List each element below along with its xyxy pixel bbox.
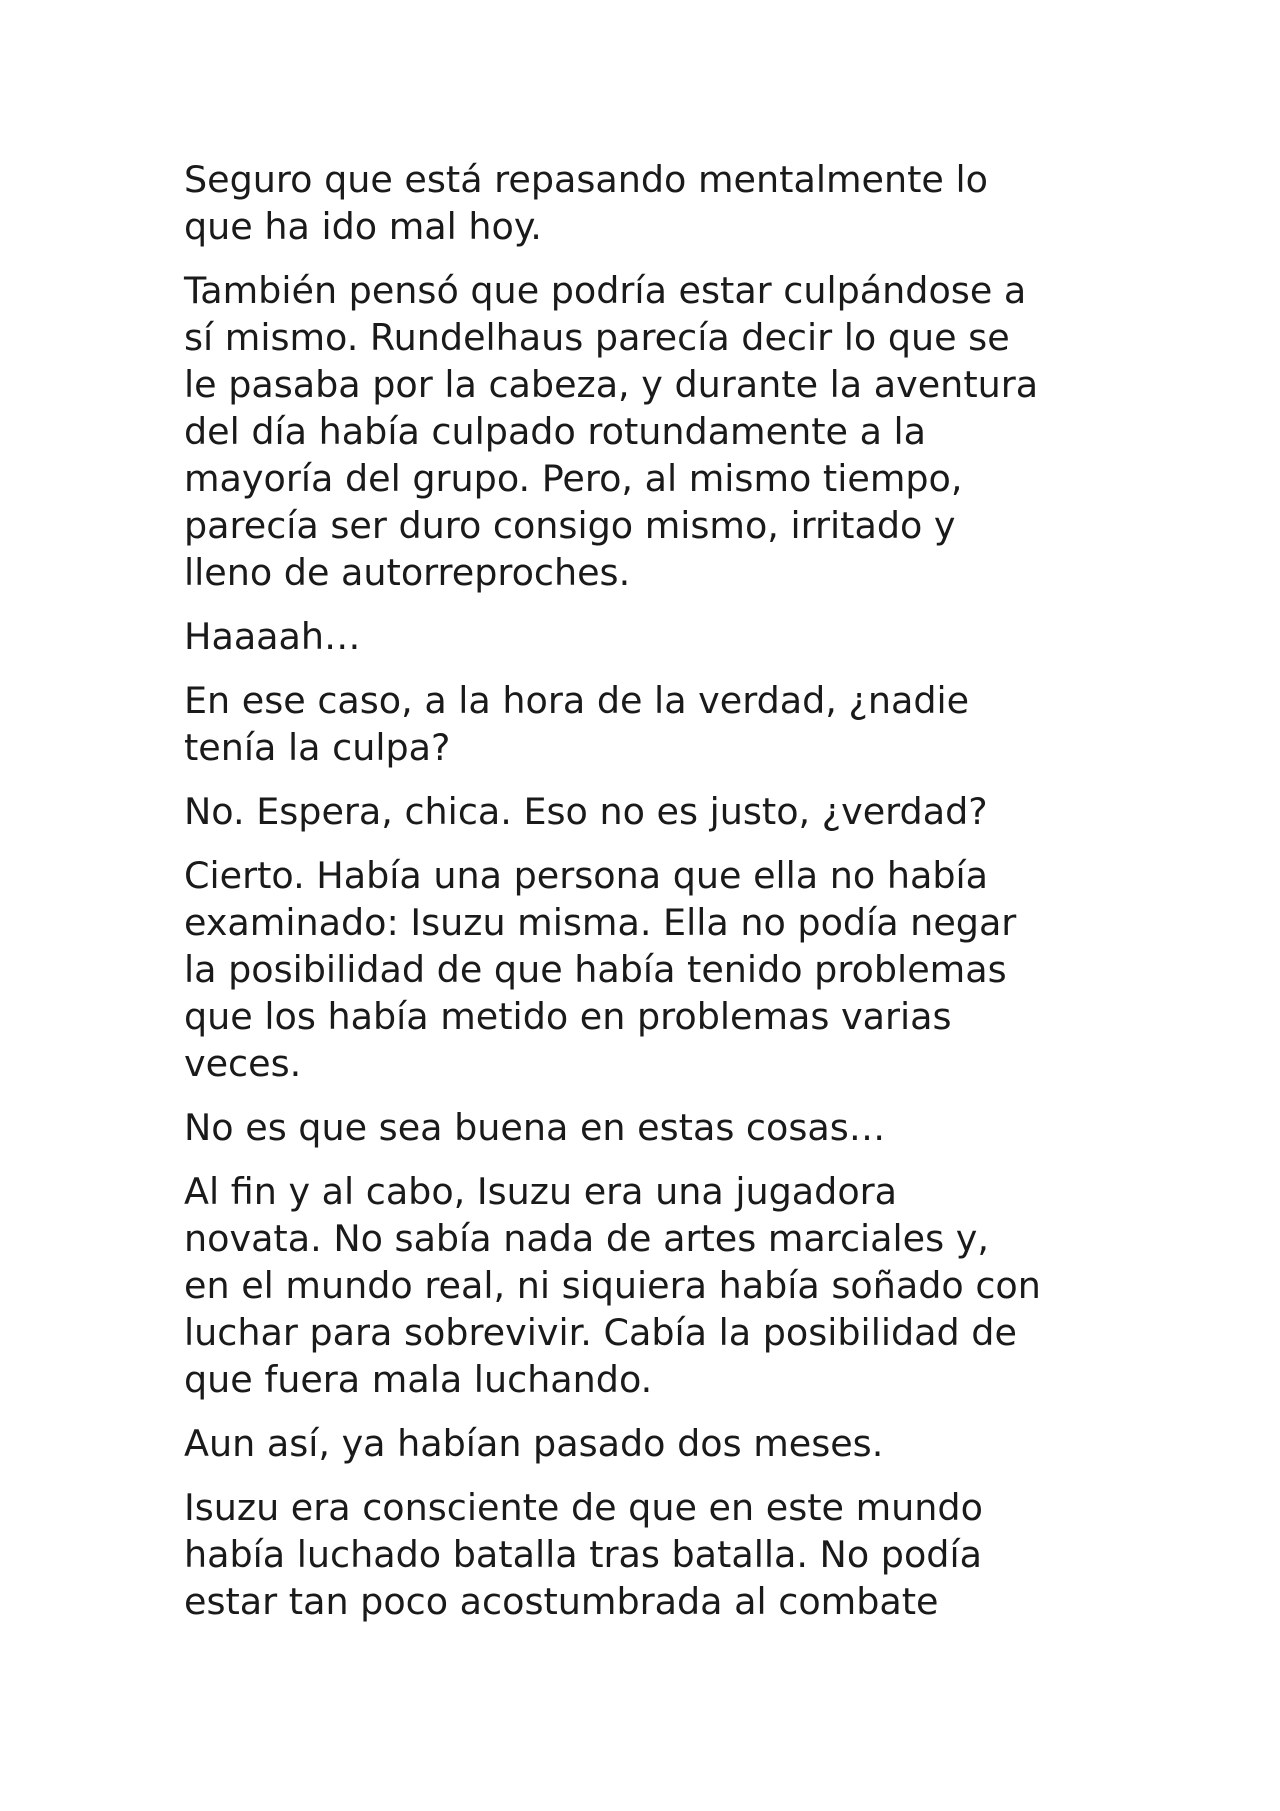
text-line: la posibilidad de que había tenido problemas [184,948,1007,991]
paragraph-10 [184,1484,1114,1625]
text-line: parecía ser duro consigo mismo, irritado y [184,504,956,547]
text-line: le pasaba por la cabeza, y durante la aventura [184,363,1039,406]
text-line: del día había culpado rotundamente a la [184,410,927,453]
text-line: sí mismo. Rundelhaus parecía decir lo que se [184,316,1010,359]
paragraph-2 [184,267,1114,596]
text-line: veces. [184,1042,302,1085]
text-line: Al fin y al cabo, Isuzu era una jugadora [184,1170,898,1213]
text-line: Isuzu era consciente de que en este mundo [184,1486,983,1529]
text-line: También pensó que podría estar culpándose a [184,269,1027,312]
text-line: mayoría del grupo. Pero, al mismo tiempo, [184,457,963,500]
paragraph-7 [184,1104,1114,1151]
text-line: No. Espera, chica. Eso no es justo, ¿verdad? [184,790,988,833]
text-line: que ha ido mal hoy. [184,205,542,248]
paragraph-5 [184,788,1114,835]
paragraph-6 [184,852,1114,1087]
paragraph-4 [184,677,1114,771]
paragraph-9 [184,1420,1114,1467]
text-line: en el mundo real, ni siquiera había soñado con [184,1264,1041,1307]
text-line: que fuera mala luchando. [184,1358,653,1401]
text-line: examinado: Isuzu misma. Ella no podía negar [184,901,1017,944]
paragraph-8 [184,1168,1114,1403]
text-line: Haaaah… [184,615,361,658]
paragraph-1 [184,156,1114,250]
text-line: En ese caso, a la hora de la verdad, ¿nadie [184,679,970,722]
text-line: luchar para sobrevivir. Cabía la posibilidad de [184,1311,1017,1354]
text-line: Cierto. Había una persona que ella no había [184,854,989,897]
text-line: No es que sea buena en estas cosas… [184,1106,886,1149]
text-line: Seguro que está repasando mentalmente lo [184,158,988,201]
body-text [184,156,1114,1642]
text-line: estar tan poco acostumbrada al combate [184,1580,939,1623]
paragraph-3 [184,613,1114,660]
text-line: que los había metido en problemas varias [184,995,952,1038]
text-line: había luchado batalla tras batalla. No podía [184,1533,982,1576]
text-line: Aun así, ya habían pasado dos meses. [184,1422,884,1465]
text-line: novata. No sabía nada de artes marciales y, [184,1217,989,1260]
text-line: lleno de autorreproches. [184,551,631,594]
text-line: tenía la culpa? [184,726,451,769]
